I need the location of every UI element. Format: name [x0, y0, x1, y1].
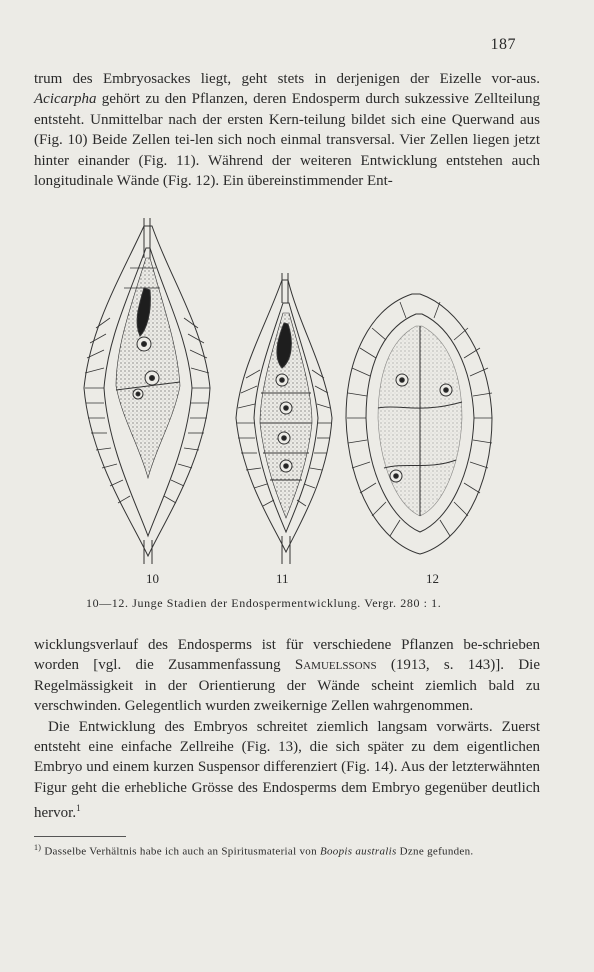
paragraph-1-text-b: gehört zu den Pflanzen, deren Endosperm durch sukzessive Zellteilung entsteht. Unmittelbar nach der ersten Kern-teilung bildet sich eine Querwand aus (Fig. 10) Beide Zellen tei-len sich noch einmal transversal. Vier Zellen liegen jetzt hinter einander (Fig. 11). Während der weiteren Entwicklung entstehen auch longitudinale Wände (Fig. 12). Ein übereinstimmender Ent-	[34, 91, 540, 190]
paragraph-2-text-a: wicklungsverlauf des Endosperms ist für verschiedene Pflanzen be-schrieben worden [vgl. die Zusammenfassung	[34, 637, 540, 674]
paragraph-2	[34, 635, 540, 717]
paragraph-3-text: Die Entwicklung des Embryos schreitet ziemlich langsam vorwärts. Zuerst entsteht eine einfache Zellreihe (Fig. 13), die sich später zu dem eigentlichen Embryo und einem kurzen Suspensor differenziert (Fig. 14). Aus der letzterwähnten Figur geht die erhebliche Grösse des Endosperms dem Embryo gegenüber deutlich hervor.	[34, 718, 540, 822]
footnote-text-a: Dasselbe Verhältnis habe ich auch an Spiritusmaterial von	[41, 845, 320, 858]
footnote-text-b: Dzne gefunden.	[396, 845, 474, 858]
page-number: 187	[490, 36, 516, 53]
paragraph-3	[34, 717, 540, 824]
footnote-rule	[34, 836, 126, 837]
body-text-lower	[34, 635, 540, 824]
figure-10-drawing	[84, 218, 210, 564]
endosperm-figures-illustration	[60, 218, 520, 564]
figure-12-label: 12	[426, 571, 439, 586]
figure-10-label: 10	[146, 571, 159, 586]
footnote-species-name: Boopis australis	[319, 845, 397, 858]
footnote-reference: 1	[76, 803, 81, 814]
figure-plate	[60, 218, 520, 564]
paragraph-2-text-b: (1913, s. 143)]. Die Regelmässigkeit in der Orientierung der Wände scheint ziemlich bald zu verschwinden. Gelegentlich wurden zweikernige Zellen wahrgenommen.	[34, 657, 541, 715]
paragraph-1-text-a: trum des Embryosackes liegt, geht stets in derjenigen der Eizelle vor-aus.	[34, 71, 540, 87]
paragraph-1	[34, 69, 540, 191]
footnote	[34, 840, 540, 860]
figure-caption: 10—12. Junge Stadien der Endospermentwicklung. Vergr. 280 : 1.	[86, 596, 442, 610]
figure-11-drawing	[236, 273, 332, 564]
figure-12-drawing	[346, 294, 492, 554]
author-name: Samuelssons	[294, 657, 377, 674]
species-name: Acicarpha	[34, 91, 97, 108]
figure-11-label: 11	[276, 571, 289, 586]
footnote-mark: 1)	[34, 843, 42, 852]
